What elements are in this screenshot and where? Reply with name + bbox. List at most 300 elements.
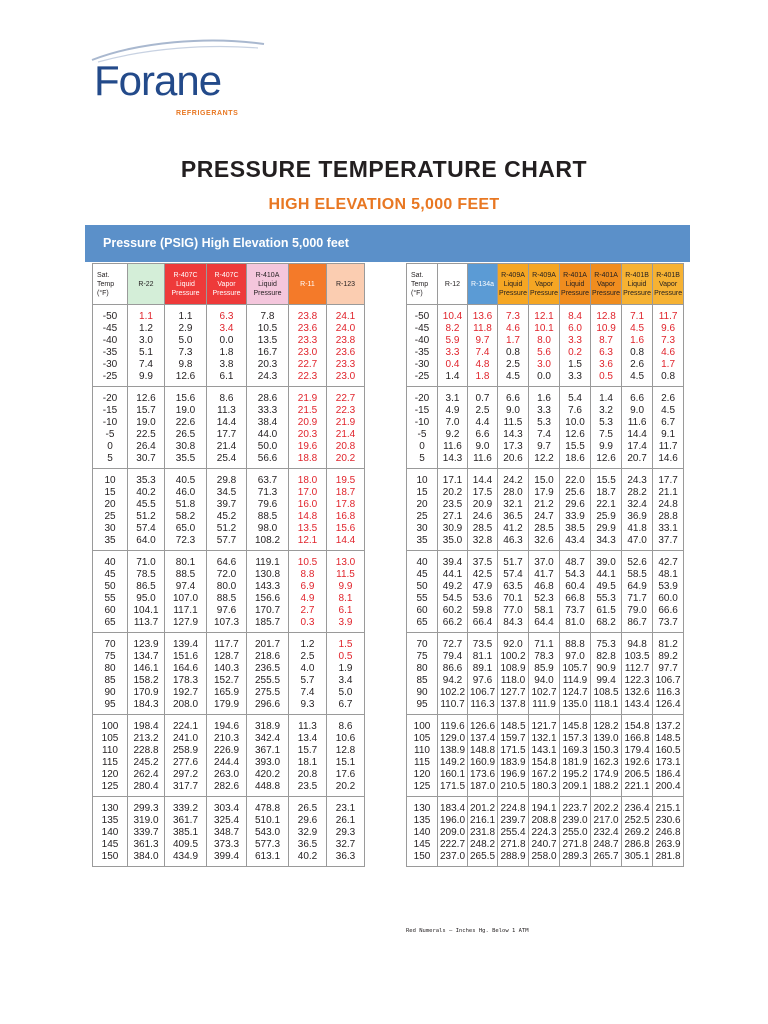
pressure-value: 27.1 [442,511,463,522]
pressure-value: 179.9 [213,699,240,710]
pressure-value: 239.0 [562,815,588,826]
table-row-group [407,715,684,797]
cell-r22 [128,551,165,633]
temp-value: 90 [416,687,428,698]
cell-r11 [289,551,327,633]
pressure-value: 9.9 [139,371,153,382]
pressure-value: 23.8 [297,311,318,322]
temp-value: 100 [413,721,431,732]
pressure-value: 7.3 [178,347,193,358]
pressure-value: 58.5 [627,569,647,580]
pressure-value: 194.6 [213,721,240,732]
pressure-value: 160.9 [469,757,496,768]
left-pressure-table [92,263,365,867]
pressure-value: 35.5 [175,453,196,464]
pressure-value: 26.4 [136,441,156,452]
cell-r134a [468,797,498,867]
pressure-value: 228.8 [133,745,159,756]
pressure-value: 21.1 [658,487,678,498]
cell-r401a_liq [560,387,591,469]
cell-temp [93,633,128,715]
pressure-value: 7.4 [300,687,315,698]
cell-r410a [247,305,289,387]
pressure-value: 104.1 [133,605,159,616]
pressure-value: 12.6 [596,453,616,464]
pressure-value: 4.9 [445,405,460,416]
pressure-value: 6.1 [219,371,234,382]
temp-value: 40 [104,557,116,568]
pressure-value: 48.7 [565,557,585,568]
pressure-value: 258.0 [531,851,557,862]
cell-r134a [468,633,498,715]
pressure-value: 20.9 [472,499,493,510]
pressure-value: 63.7 [257,475,278,486]
pressure-value: 36.3 [335,851,356,862]
temp-value: 85 [416,675,428,686]
pressure-value: 3.4 [219,323,234,334]
pressure-value: 4.6 [506,323,520,334]
pressure-value: 47.0 [627,535,647,546]
pressure-value: 288.9 [500,851,526,862]
temp-value: -15 [102,405,118,416]
pressure-value: 81.0 [565,617,585,628]
pressure-value: 248.2 [469,839,496,850]
pressure-value: 14.4 [335,535,356,546]
pressure-value: 7.4 [475,347,490,358]
pressure-value: 10.5 [257,323,278,334]
cell-r409a_vap [529,715,560,797]
pressure-value: 35.3 [136,475,156,486]
temp-value: 80 [416,663,428,674]
pressure-value: 145.8 [562,721,588,732]
pressure-value: 78.3 [534,651,554,662]
pressure-value: 10.4 [442,311,463,322]
table-row-group [93,551,365,633]
cell-r134a [468,305,498,387]
pressure-value: 143.4 [624,699,650,710]
pressure-value: 154.8 [624,721,650,732]
cell-r409a_liq [498,469,529,551]
pressure-value: 8.8 [300,569,315,580]
cell-r12 [438,715,468,797]
pressure-value: 42.7 [658,557,678,568]
pressure-value: 4.9 [300,593,315,604]
temp-value: 85 [104,675,116,686]
pressure-value: 127.7 [500,687,526,698]
cell-r409a_vap [529,797,560,867]
cell-r401a_liq [560,633,591,715]
temp-value: 5 [107,453,113,464]
pressure-value: 280.4 [133,781,159,792]
pressure-value: 231.8 [469,827,496,838]
pressure-value: 7.0 [445,417,460,428]
pressure-value: 3.3 [568,371,582,382]
pressure-value: 3.3 [445,347,460,358]
cell-r407c_vap [207,797,247,867]
pressure-value: 102.2 [439,687,466,698]
pressure-value: 210.5 [500,781,526,792]
pressure-value: 1.4 [599,393,613,404]
pressure-value: 5.0 [178,335,193,346]
pressure-value: 4.0 [300,663,315,674]
temp-value: -50 [102,311,118,322]
pressure-value: 6.6 [506,393,520,404]
pressure-value: 66.2 [442,617,463,628]
pressure-value: 26.5 [175,429,196,440]
cell-r11 [289,469,327,551]
pressure-value: 118.0 [500,675,526,686]
pressure-value: 160.1 [439,769,466,780]
cell-r134a [468,715,498,797]
pressure-value: 23.3 [335,359,356,370]
pressure-value: 2.5 [300,651,315,662]
pressure-value: 3.2 [599,405,613,416]
cell-r123 [327,715,365,797]
cell-r401a_vap [591,305,622,387]
pressure-value: 399.4 [213,851,240,862]
column-header-r401a_liq: R-401A Liquid Pressure [560,264,591,305]
cell-temp [407,551,438,633]
pressure-value: 128.7 [213,651,240,662]
pressure-value: 15.1 [335,757,356,768]
temp-value: 140 [413,827,431,838]
cell-r407c_liq [165,715,207,797]
temp-value: -15 [414,405,430,416]
temp-value: 35 [416,535,428,546]
cell-r134a [468,387,498,469]
pressure-value: 9.3 [300,699,315,710]
pressure-value: 434.9 [172,851,199,862]
pressure-value: 79.6 [257,499,278,510]
pressure-value: 57.7 [216,535,237,546]
pressure-value: 187.0 [469,781,496,792]
cell-temp [407,387,438,469]
pressure-value: 129.0 [439,733,466,744]
pressure-value: 0.8 [506,347,520,358]
pressure-value: 32.7 [335,839,356,850]
pressure-value: 179.4 [624,745,650,756]
pressure-value: 4.5 [630,323,645,334]
brand-name: Forane [94,57,222,104]
cell-r401a_vap [591,633,622,715]
pressure-value: 393.0 [254,757,281,768]
pressure-value: 56.6 [257,453,278,464]
pressure-value: 117.7 [214,639,239,650]
pressure-value: 148.8 [469,745,496,756]
pressure-value: 236.4 [624,803,650,814]
cell-r407c_vap [207,715,247,797]
pressure-value: 99.4 [596,675,616,686]
pressure-value: 9.8 [178,359,193,370]
pressure-value: 4.6 [661,347,676,358]
pressure-value: 146.1 [133,663,159,674]
pressure-value: 166.8 [624,733,650,744]
cell-r409a_vap [529,305,560,387]
cell-r401b_liq [622,715,653,797]
cell-r123 [327,387,365,469]
pressure-value: 148.5 [500,721,526,732]
pressure-value: 105.7 [562,663,588,674]
pressure-value: 33.3 [257,405,278,416]
pressure-value: 143.3 [254,581,281,592]
pressure-value: 25.6 [565,487,585,498]
pressure-value: 195.2 [562,769,588,780]
pressure-value: 339.7 [133,827,159,838]
pressure-value: 240.7 [531,839,557,850]
pressure-value: 29.6 [565,499,585,510]
pressure-value: 23.5 [297,781,318,792]
temp-value: 110 [102,745,118,756]
pressure-value: 38.5 [565,523,585,534]
pressure-value: 32.6 [534,535,554,546]
pressure-value: 79.0 [627,605,647,616]
pressure-value: 3.1 [445,393,460,404]
pressure-value: 230.6 [655,815,681,826]
cell-temp [407,797,438,867]
cell-r11 [289,633,327,715]
pressure-value: 24.3 [257,371,278,382]
column-header-r407c_vap: R-407C Vapor Pressure [207,264,247,305]
cell-r22 [128,797,165,867]
pressure-value: 4.5 [506,371,520,382]
pressure-value: 162.3 [593,757,619,768]
pressure-value: 173.6 [469,769,496,780]
cell-r22 [128,387,165,469]
pressure-value: 39.7 [216,499,237,510]
pressure-value: 20.8 [297,769,318,780]
pressure-value: 64.0 [136,535,156,546]
cell-r12 [438,551,468,633]
cell-temp [407,715,438,797]
pressure-value: 150.3 [593,745,619,756]
table-row-group [407,469,684,551]
pressure-value: 271.8 [562,839,588,850]
pressure-value: 4.4 [475,417,490,428]
temp-value: 70 [416,639,428,650]
pressure-value: 160.5 [655,745,681,756]
pressure-value: 17.7 [658,475,678,486]
pressure-value: 23.0 [335,371,356,382]
pressure-value: 28.6 [257,393,278,404]
pressure-value: 236.5 [254,663,281,674]
cell-r12 [438,387,468,469]
pressure-value: 11.3 [217,405,236,416]
pressure-value: 20.8 [335,441,356,452]
cell-r22 [128,633,165,715]
temp-value: 145 [101,839,119,850]
cell-temp [93,469,128,551]
pressure-value: 130.8 [254,569,281,580]
cell-r401a_vap [591,387,622,469]
cell-temp [407,305,438,387]
temp-value: 20 [104,499,116,510]
pressure-value: 21.4 [216,441,237,452]
pressure-value: 80.0 [216,581,237,592]
pressure-value: 217.0 [593,815,619,826]
pressure-value: 97.6 [216,605,237,616]
temp-value: 0 [107,441,113,452]
temp-value: 40 [416,557,428,568]
pressure-value: 297.2 [172,769,199,780]
pressure-value: 213.2 [133,733,159,744]
cell-r409a_liq [498,633,529,715]
pressure-value: 36.5 [503,511,523,522]
cell-temp [93,797,128,867]
pressure-value: 173.1 [655,757,681,768]
temp-value: 30 [104,523,116,534]
pressure-value: 6.9 [300,581,315,592]
pressure-value: 20.6 [503,453,523,464]
pressure-value: 169.3 [562,745,588,756]
pressure-value: 89.1 [472,663,493,674]
pressure-value: 24.0 [335,323,356,334]
pressure-value: 15.7 [297,745,318,756]
pressure-value: 215.1 [655,803,681,814]
pressure-value: 246.8 [655,827,681,838]
pressure-value: 255.0 [562,827,588,838]
pressure-value: 174.9 [593,769,619,780]
pressure-value: 9.9 [599,441,613,452]
pressure-value: 22.6 [175,417,196,428]
temp-value: 0 [419,441,425,452]
cell-r401a_vap [591,797,622,867]
temp-value: 90 [104,687,116,698]
temp-value: 145 [413,839,431,850]
pressure-value: 126.4 [655,699,681,710]
temp-value: -5 [105,429,115,440]
page-title: PRESSURE TEMPERATURE CHART [180,156,588,182]
pressure-value: 373.3 [213,839,240,850]
temp-value: -10 [414,417,430,428]
pressure-value: 13.6 [472,311,493,322]
cell-r401b_liq [622,469,653,551]
pressure-value: 1.8 [219,347,234,358]
pressure-value: 98.0 [257,523,278,534]
pressure-value: 58.1 [534,605,554,616]
cell-r401a_vap [591,551,622,633]
pressure-value: 1.5 [338,639,353,650]
cell-r401b_liq [622,305,653,387]
pressure-value: 5.7 [300,675,315,686]
pressure-value: 0.7 [475,393,490,404]
pressure-value: 325.4 [213,815,240,826]
pressure-value: 17.5 [472,487,493,498]
pressure-value: 6.0 [568,323,582,334]
pressure-value: 281.8 [655,851,681,862]
pressure-value: 17.0 [297,487,318,498]
pressure-value: 9.0 [475,441,490,452]
pressure-value: 543.0 [254,827,281,838]
pressure-value: 198.4 [133,721,159,732]
pressure-value: 94.2 [442,675,463,686]
pressure-value: 3.0 [139,335,153,346]
pressure-value: 140.3 [213,663,240,674]
pressure-value: 137.2 [655,721,681,732]
pressure-value: 14.4 [472,475,493,486]
pressure-value: 97.6 [472,675,493,686]
temp-value: -20 [102,393,118,404]
temp-value: 65 [104,617,116,628]
pressure-value: 384.0 [133,851,159,862]
temp-value: 80 [104,663,116,674]
pressure-value: 137.4 [469,733,496,744]
temp-value: 20 [416,499,428,510]
temp-value: -40 [102,335,118,346]
cell-r410a [247,633,289,715]
pressure-value: 20.3 [257,359,278,370]
pressure-value: 41.7 [534,569,554,580]
pressure-value: 5.3 [537,417,551,428]
pressure-value: 7.6 [568,405,582,416]
pressure-value: 137.8 [500,699,526,710]
pressure-value: 10.6 [335,733,356,744]
temp-value: -20 [414,393,430,404]
pressure-value: 184.3 [133,699,159,710]
pressure-value: 11.5 [503,417,523,428]
pressure-value: 53.6 [472,593,493,604]
pressure-value: 39.4 [442,557,463,568]
cell-r407c_liq [165,305,207,387]
pressure-value: 21.9 [297,393,318,404]
pressure-value: 24.7 [534,511,554,522]
pressure-value: 255.5 [254,675,281,686]
pressure-value: 2.7 [300,605,315,616]
temp-value: 95 [104,699,116,710]
pressure-value: 132.6 [624,687,650,698]
cell-r134a [468,469,498,551]
pressure-value: 0.5 [599,371,613,382]
pressure-value: 11.6 [627,417,647,428]
pressure-value: 9.6 [661,323,676,334]
cell-r401b_liq [622,387,653,469]
pressure-value: 12.6 [175,371,196,382]
pressure-value: 157.3 [562,733,588,744]
pressure-value: 102.7 [531,687,557,698]
pressure-value: 15.0 [534,475,554,486]
pressure-value: 139.0 [593,733,619,744]
cell-r409a_vap [529,469,560,551]
pressure-value: 209.1 [562,781,588,792]
pressure-value: 4.8 [475,359,490,370]
pressure-value: 286.8 [624,839,650,850]
pressure-value: 18.8 [297,453,318,464]
pressure-value: 64.6 [216,557,237,568]
pressure-value: 1.7 [506,335,520,346]
pressure-value: 46.0 [175,487,196,498]
pressure-value: 51.2 [136,511,156,522]
pressure-value: 12.6 [136,393,156,404]
pressure-value: 9.1 [661,429,676,440]
pressure-value: 73.7 [658,617,678,628]
pressure-value: 303.4 [213,803,240,814]
cell-r401a_liq [560,797,591,867]
pressure-value: 37.5 [472,557,493,568]
cell-r401b_vap [653,551,684,633]
pressure-value: 68.2 [596,617,616,628]
pressure-value: 107.3 [213,617,240,628]
cell-r401b_vap [653,715,684,797]
pressure-value: 28.8 [658,511,678,522]
pressure-value: 10.1 [534,323,554,334]
pressure-value: 45.2 [216,511,237,522]
pressure-value: 8.6 [219,393,234,404]
pressure-value: 23.6 [297,323,318,334]
pressure-value: 0.3 [300,617,315,628]
pressure-value: 17.8 [335,499,356,510]
pressure-value: 171.5 [439,781,466,792]
pressure-value: 2.6 [661,393,676,404]
pressure-value: 48.1 [658,569,678,580]
